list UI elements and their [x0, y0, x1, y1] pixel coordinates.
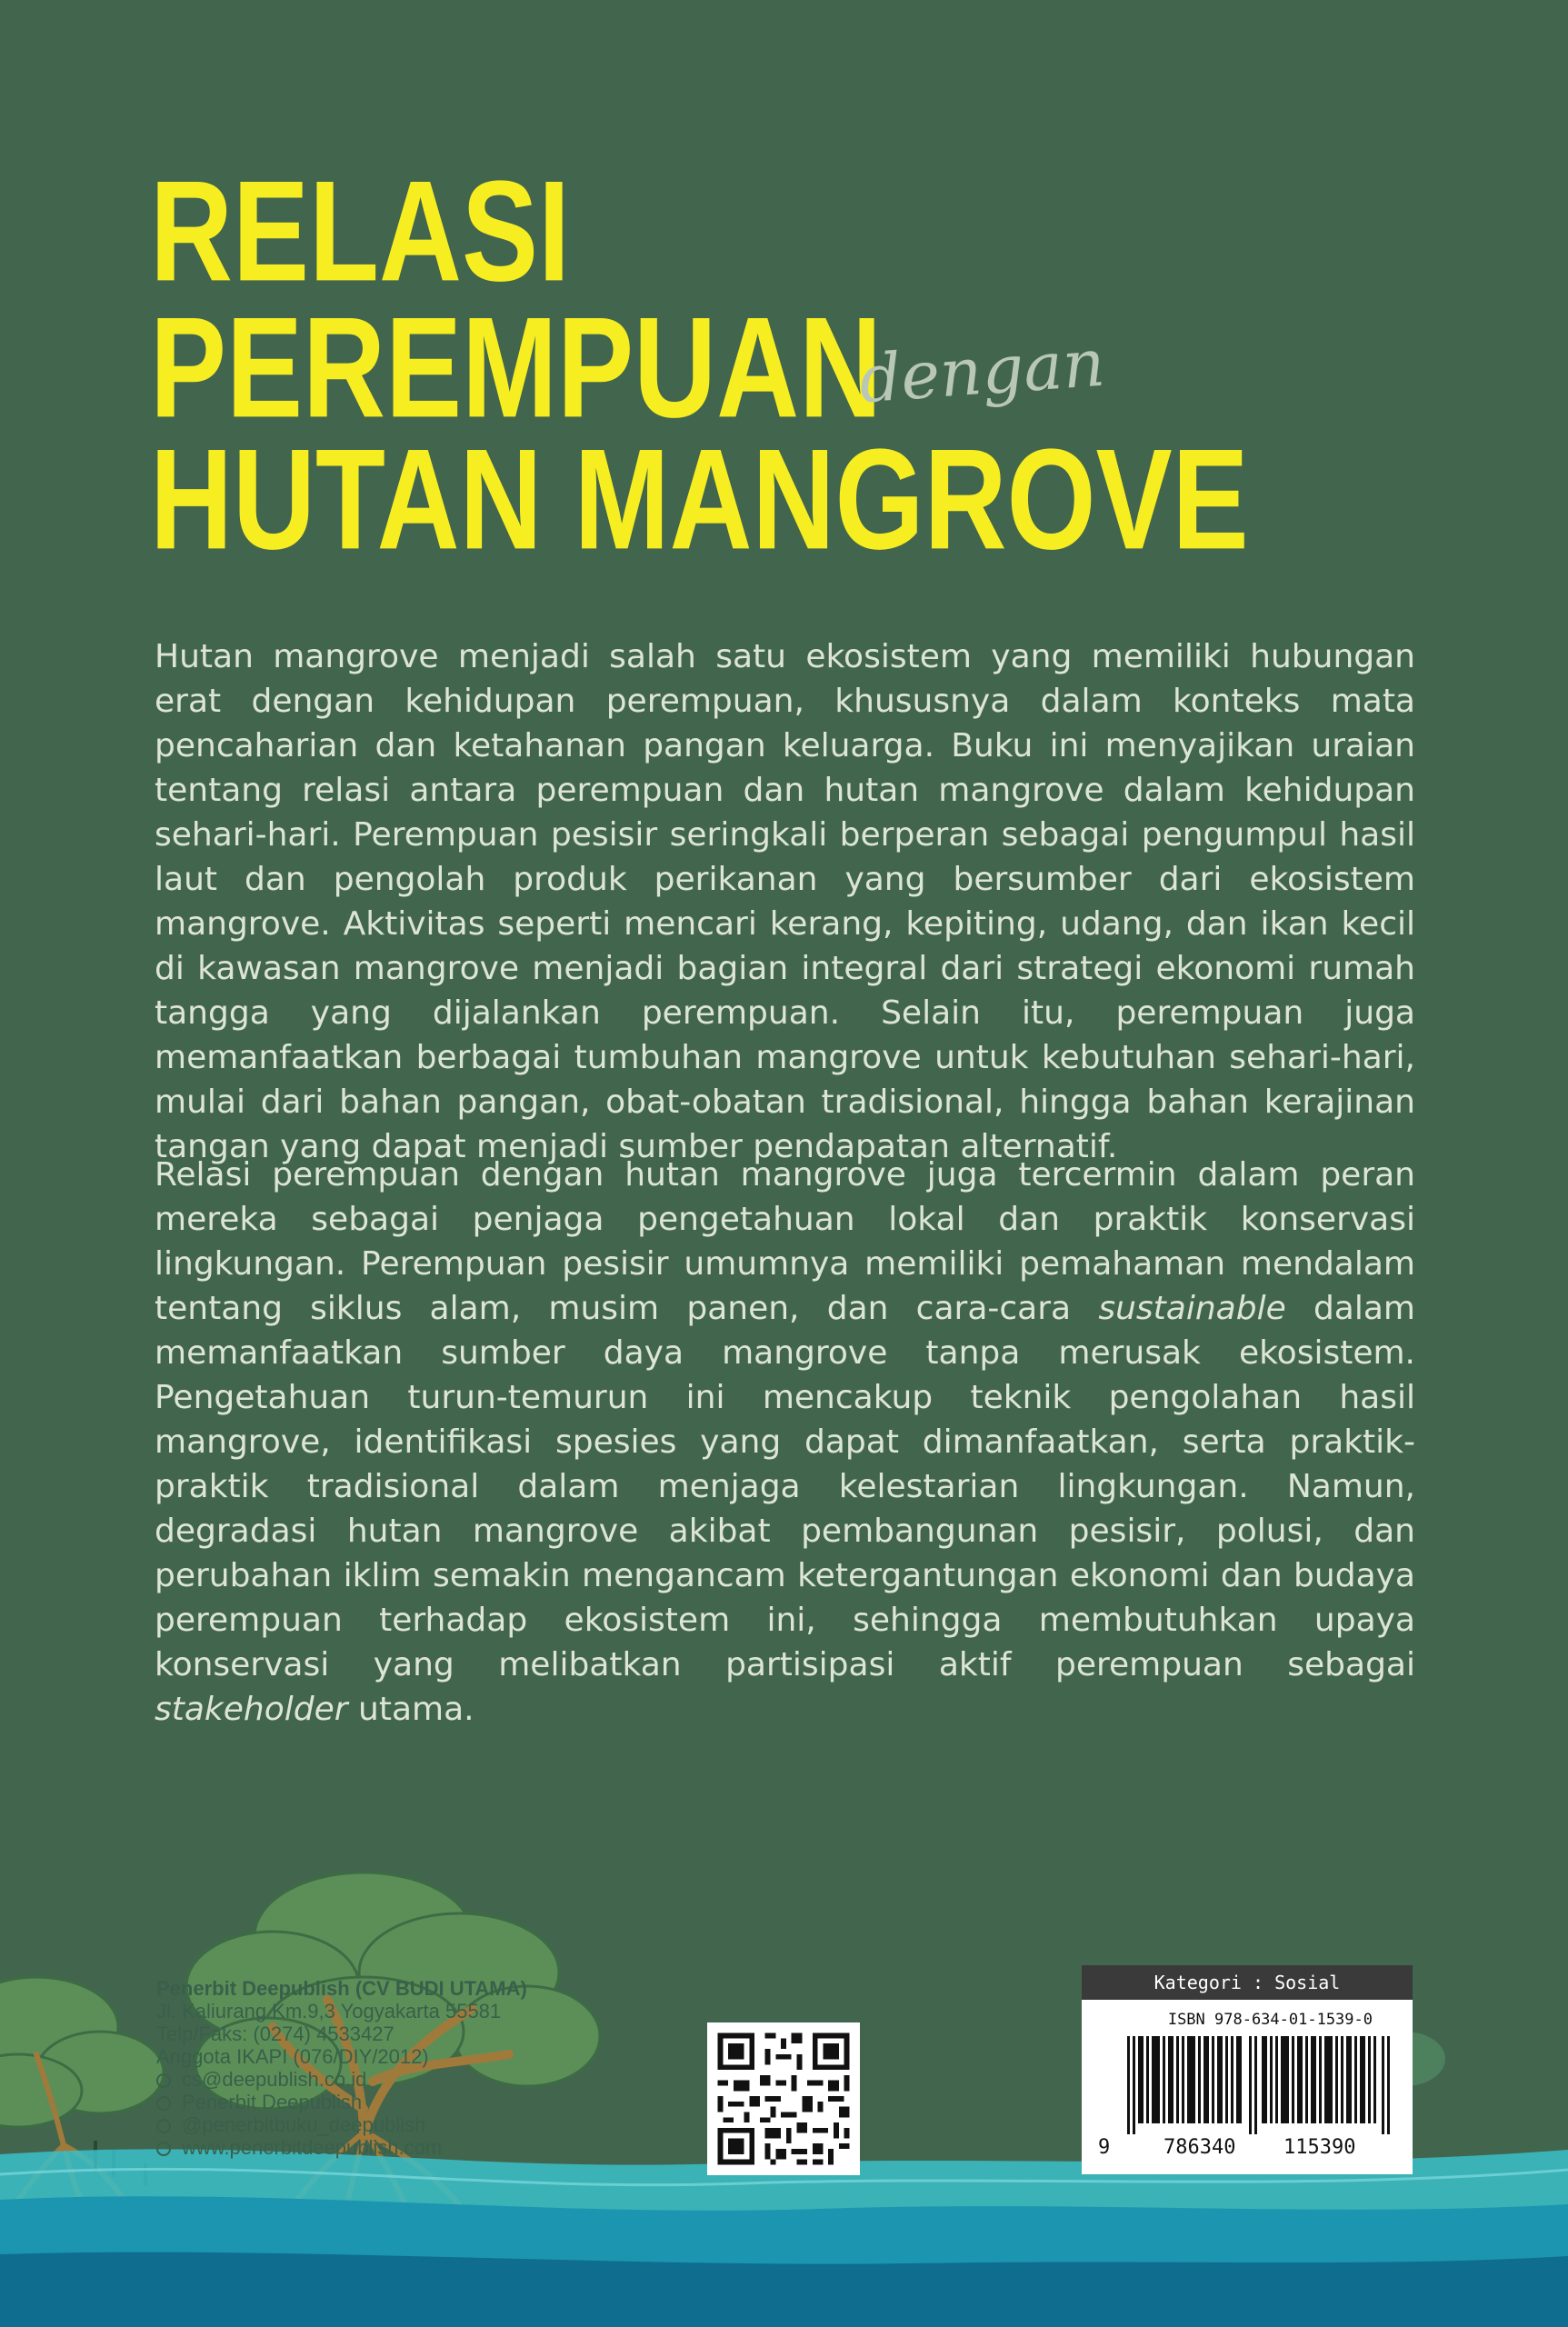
barcode-digit-first: 9 — [1098, 2136, 1111, 2159]
title-line-2: PEREMPUAN — [150, 286, 883, 447]
instagram-icon — [156, 2119, 171, 2133]
synopsis-paragraph-2 — [155, 1153, 1415, 1732]
publisher-name: Penerbit Deepublish (CV BUDI UTAMA) — [156, 1977, 527, 2000]
paragraph-2-italic-sustainable: sustainable — [1098, 1290, 1286, 1327]
isbn-number: ISBN 978-634-01-1539-0 — [1167, 2011, 1373, 2029]
publisher-member: Anggota IKAPI (076/DIY/2012) — [156, 2045, 429, 2068]
paragraph-2-italic-stakeholder: stakeholder — [155, 1691, 348, 1728]
publisher-facebook-row — [156, 2091, 527, 2113]
title-connector: dengan — [856, 324, 1108, 418]
title-line-3: HUTAN MANGROVE — [150, 418, 1249, 579]
paragraph-2-text-b: dalam memanfaatkan sumber daya mangrove tanpa merusak ekosistem. Pengetahuan turun-temurun ini mencakup teknik pengolahan hasil mangrove, identifikasi spesies yang dapat dimanfaatkan, serta praktik-praktik tradisional dalam menjaga kelestarian lingkungan. Namun, degradasi hutan mangrove akibat pembangunan pesisir, polusi, dan perubahan iklim semakin mengancam ketergantungan ekonomi dan budaya perempuan terhadap ekosistem ini, sehingga membutuhkan upaya konservasi yang melibatkan partisipasi aktif perempuan sebagai — [155, 1290, 1415, 1683]
publisher-email-row — [156, 2068, 527, 2091]
paragraph-2-text-a: Relasi perempuan dengan hutan mangrove juga tercermin dalam peran mereka sebagai penjaga pengetahuan lokal dan praktik konservasi lingkungan. Perempuan pesisir umumnya memiliki pemahaman mendalam tentang siklus alam, musim panen, dan cara-cara — [155, 1156, 1415, 1327]
paragraph-2-text-c: utama. — [347, 1691, 474, 1728]
isbn-barcode — [1127, 2036, 1391, 2134]
facebook-icon — [156, 2096, 171, 2111]
synopsis-paragraph-1: Hutan mangrove menjadi salah satu ekosistem yang memiliki hubungan erat dengan kehidupan perempuan, khususnya dalam konteks mata pencaharian dan ketahanan pangan keluarga. Buku ini menyajikan uraian tentang relasi antara perempuan dan hutan mangrove dalam kehidupan sehari-hari. Perempuan pesisir seringkali berperan sebagai pengumpul hasil laut dan pengolah produk perikanan yang bersumber dari ekosistem mangrove. Aktivitas seperti mencari kerang, kepiting, udang, dan ikan kecil di kawasan mangrove menjadi bagian integral dari strategi ekonomi rumah tangga yang dijalankan perempuan. Selain itu, perempuan juga memanfaatkan berbagai tumbuhan mangrove untuk kebutuhan sehari-hari, mulai dari bahan pangan, obat-obatan tradisional, hingga bahan kerajinan tangan yang dapat menjadi sumber pendapatan alternatif. — [155, 638, 1415, 1165]
barcode-digits-right: 115390 — [1283, 2136, 1356, 2159]
category-label: Kategori : Sosial — [1082, 1965, 1413, 2000]
globe-icon — [156, 2142, 171, 2156]
publisher-instagram: @penerbitbuku_deepublish — [182, 2113, 426, 2136]
title-line-1: RELASI — [150, 150, 571, 311]
publisher-info — [156, 1977, 527, 2159]
publisher-facebook: Penerbit Deepublish — [182, 2091, 363, 2113]
qr-code — [707, 2022, 860, 2175]
publisher-website: www.penerbitdeepublish.com — [182, 2136, 443, 2159]
barcode-digits-left: 786340 — [1164, 2136, 1236, 2159]
isbn-label — [1082, 1965, 1413, 2174]
email-icon — [156, 2073, 171, 2088]
publisher-website-row — [156, 2136, 527, 2159]
publisher-phone: Telp/Faks: (0274) 4533427 — [156, 2022, 394, 2045]
publisher-email: cs@deepublish.co.id — [182, 2068, 367, 2091]
publisher-address: Jl. Kaliurang Km.9,3 Yogyakarta 55581 — [156, 2000, 502, 2022]
publisher-instagram-row — [156, 2113, 527, 2136]
